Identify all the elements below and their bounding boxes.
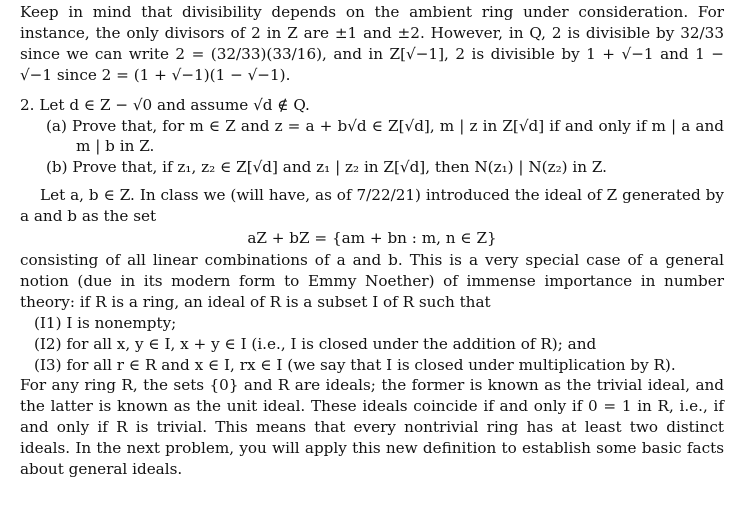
problem-2-statement: 2. Let d ∈ Z − √0 and assume √d ∉ Q.	[20, 95, 310, 114]
ideal-conditions-list	[20, 313, 724, 376]
ideal-definition-paragraph: consisting of all linear combinations of a and b. This is a very special case of a general notion (due in its modern form to Emmy Noether) of immense importance in number theory: if R is a ring, an ideal of R is a subset I of R such that	[20, 250, 724, 311]
ideal-display-equation: aZ + bZ = {am + bn : m, n ∈ Z}	[247, 229, 497, 248]
problem-2-part-a: (a) Prove that, for m ∈ Z and z = a + b√d ∈ Z[√d], m | z in Z[√d] if and only if m | a and m | b in Z.	[46, 116, 724, 156]
trivial-unit-ideal-paragraph: For any ring R, the sets {0} and R are ideals; the former is known as the trivial ideal, and the latter is known as the unit ideal. These ideals coincide if and only if 0 = 1 in R, i.e., if and only if R is trivial. This means that every nontrivial ring has at least two distinct ideals. In the next problem, you will apply this new definition to establish some basic facts about general ideals.	[20, 376, 724, 479]
condition-i2: (I2) for all x, y ∈ I, x + y ∈ I (i.e., I is closed under the addition of R); and	[34, 334, 597, 353]
problem-2	[20, 95, 724, 179]
condition-i3: (I3) for all r ∈ R and x ∈ I, rx ∈ I (we say that I is closed under multiplication by R).	[34, 355, 676, 374]
ideal-intro-paragraph: Let a, b ∈ Z. In class we (will have, as of 7/22/21) introduced the ideal of Z generated by a and b as the set	[20, 186, 724, 226]
condition-i1: (I1) I is nonempty;	[34, 313, 177, 332]
problem-2-part-b: (b) Prove that, if z₁, z₂ ∈ Z[√d] and z₁ | z₂ in Z[√d], then N(z₁) | N(z₂) in Z.	[46, 158, 607, 177]
divisibility-paragraph: Keep in mind that divisibility depends on the ambient ring under consideration. For instance, the only divisors of 2 in Z are ±1 and ±2. However, in Q, 2 is divisible by 32/33 since we can write 2 = (32/33)(33/16), and in Z[√−1], 2 is divisible by 1 + √−1 and 1 − √−1 since 2 = (1 + √−1)(1 − √−1).	[20, 3, 724, 84]
